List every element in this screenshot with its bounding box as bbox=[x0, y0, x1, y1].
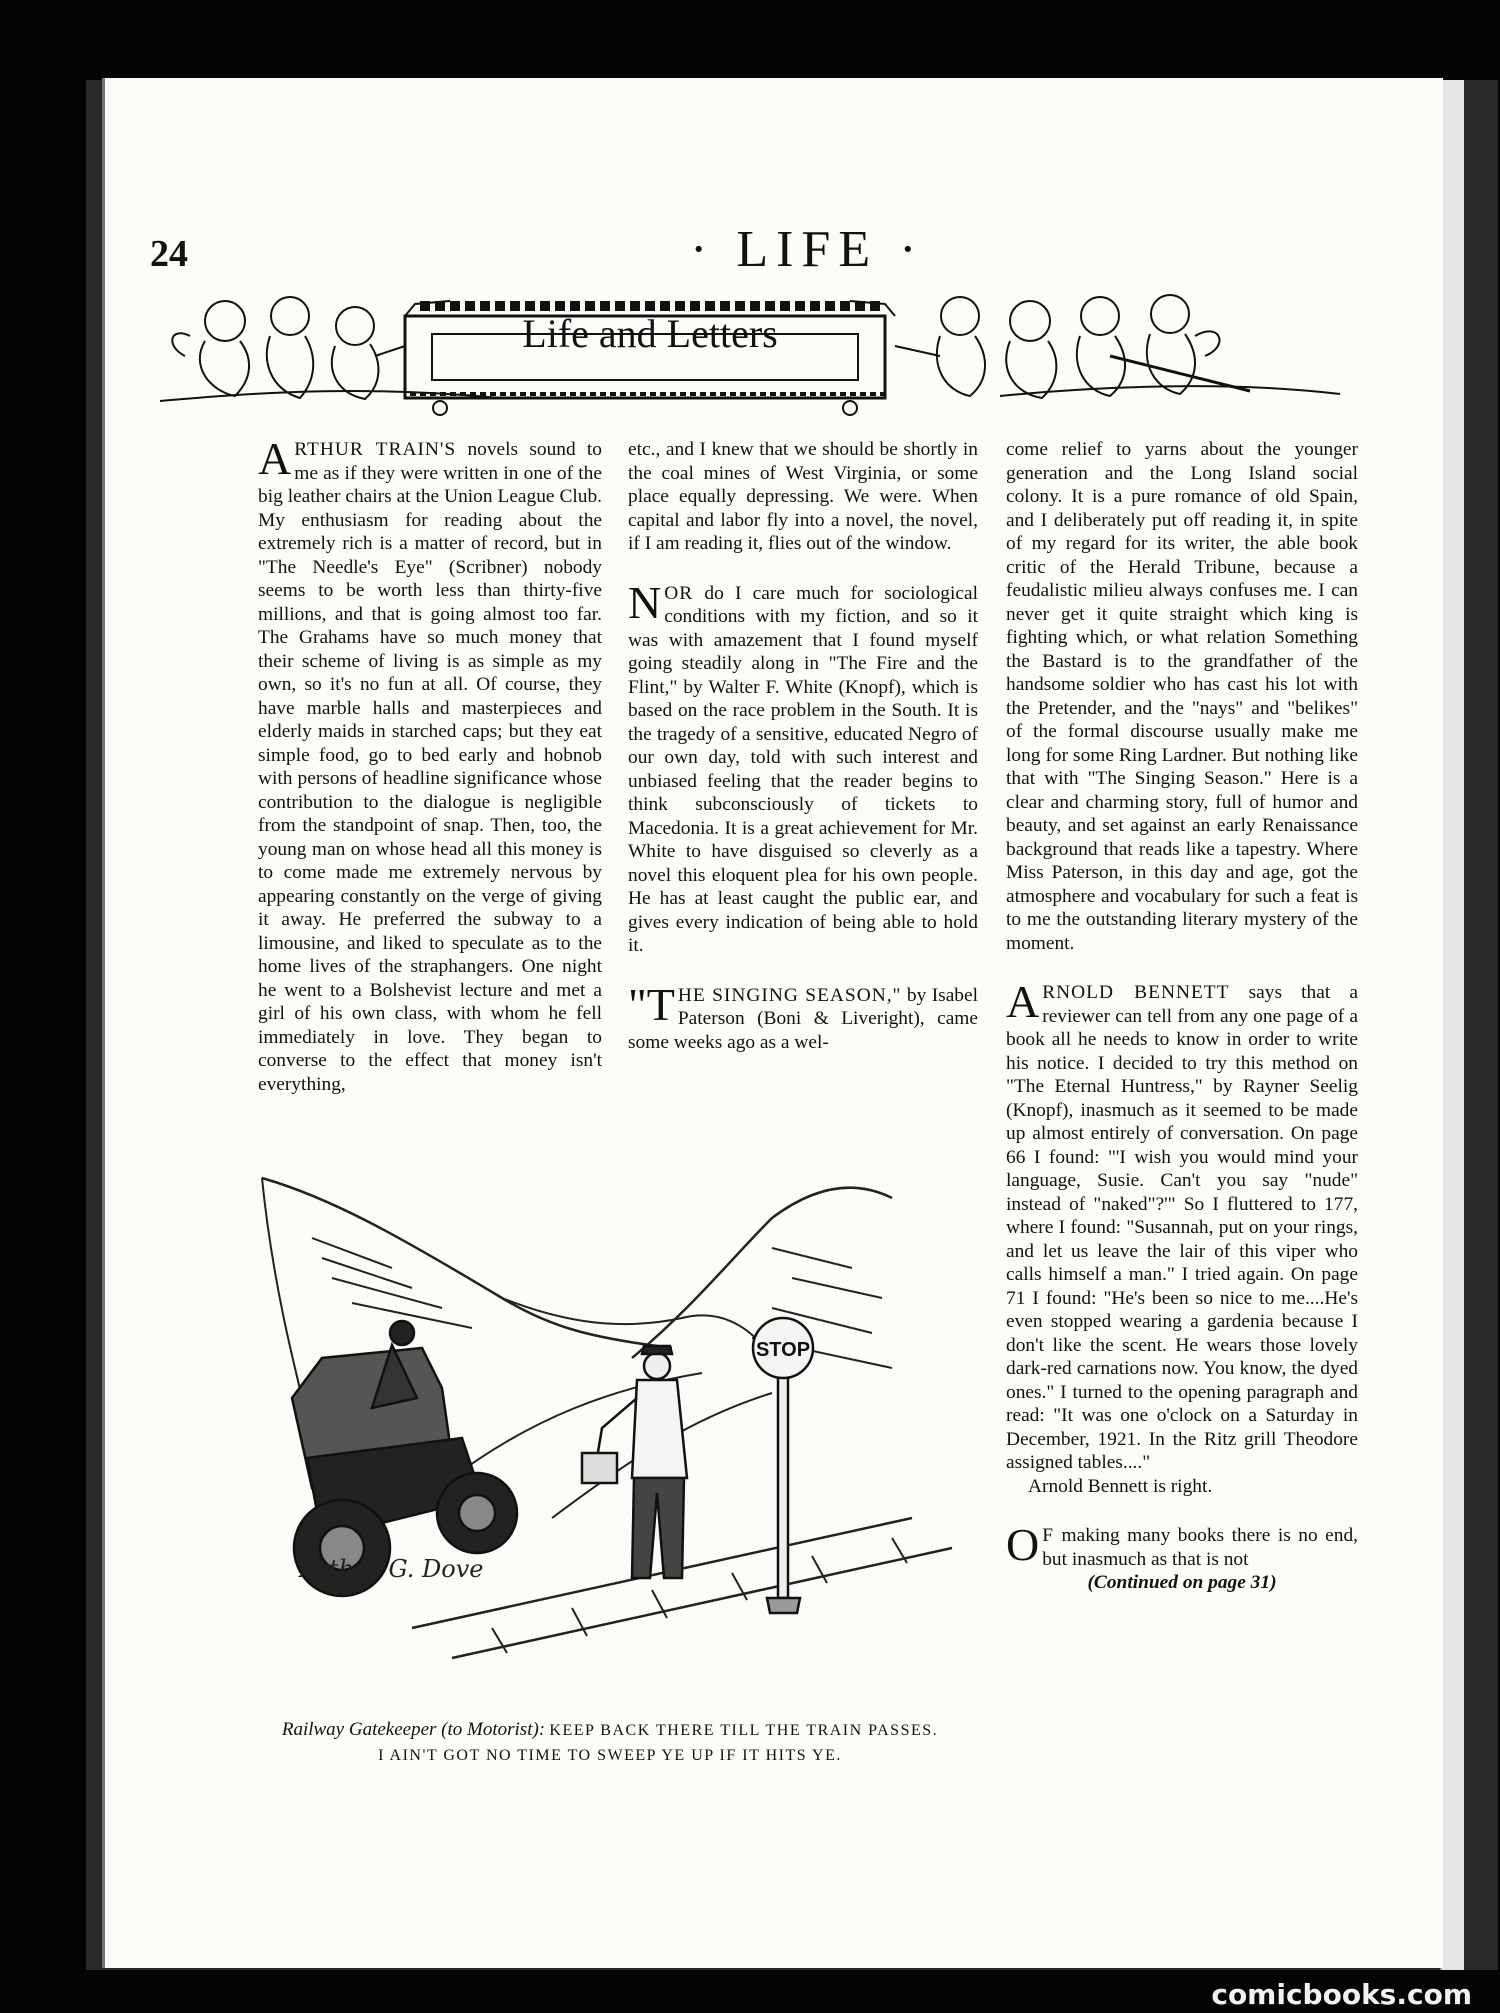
paragraph bbox=[1006, 1475, 1358, 1499]
gatekeeper-figure-icon bbox=[582, 1346, 687, 1578]
lead-in: RTHUR TRAIN'S bbox=[294, 439, 457, 460]
caption-line-2: I AIN'T GOT NO TIME TO SWEEP YE UP IF IT HITS YE. bbox=[378, 1747, 842, 1764]
article-column-2 bbox=[628, 438, 978, 1054]
stop-sign-icon bbox=[753, 1318, 813, 1613]
section-title: Life and Letters bbox=[522, 311, 778, 356]
stop-sign-text: STOP bbox=[755, 1339, 811, 1361]
page-number: 24 bbox=[150, 233, 188, 275]
paragraph-text: making many books there is no end, but inasmuch as that is not bbox=[1042, 1525, 1358, 1570]
drop-cap: A bbox=[258, 433, 292, 484]
paragraph-text: by Isabel Paterson (Boni & Liveright), came some weeks ago as a wel- bbox=[628, 984, 978, 1053]
paragraph-text: etc., and I knew that we should be shortly in the coal mines of West Virginia, or some place equally depressing. We were. When capital and labor fly into a novel, the novel, if I am reading it, flies out of the window. bbox=[628, 439, 978, 554]
paragraph-text: do I care much for sociological conditions with my fiction, and so it was with amazement that I found myself going steadily along in "The Fire and the Flint," by Walter F. White (Knopf), which is based on the race problem in the South. It is the tragedy of a sensitive, educated Negro of our own day, told with such interest and unbiased feeling that the reader begins to think subconsciously of tickets to Macedonia. It is a great achievement for Mr. White to have disguised so cleverly as a novel this eloquent plea for his own people. He has at least caught the public ear, and gives every indication of being able to hold it. bbox=[628, 582, 978, 956]
article-column-3 bbox=[1006, 438, 1358, 1595]
lead-in: RNOLD BENNETT bbox=[1042, 982, 1230, 1003]
article-column-1 bbox=[258, 433, 602, 1096]
drop-cap: O bbox=[1006, 1519, 1040, 1570]
illustration-caption bbox=[240, 1718, 980, 1768]
paragraph bbox=[1006, 438, 1358, 955]
paragraph bbox=[628, 978, 978, 1055]
lead-in: HE SINGING SEASON," bbox=[677, 984, 902, 1006]
paragraph-text: Arnold Bennett is right. bbox=[1028, 1475, 1213, 1497]
continued-note: (Continued on page 31) bbox=[1087, 1572, 1277, 1593]
paragraph bbox=[1006, 1519, 1358, 1571]
masthead-title: · LIFE · bbox=[690, 221, 925, 278]
drop-cap: N bbox=[628, 576, 662, 628]
site-watermark: comicbooks.com bbox=[1211, 1978, 1472, 2011]
paragraph bbox=[1006, 976, 1358, 1475]
lead-in: F bbox=[1042, 1525, 1055, 1546]
caption-line-1: KEEP BACK THERE TILL THE TRAIN PASSES. bbox=[549, 1722, 939, 1739]
artist-signature: Arthur G. Dove bbox=[300, 1555, 484, 1583]
page-edge bbox=[1440, 80, 1464, 1970]
paragraph-text: come relief to yarns about the younger generation and the Long Island social colony. It is a pure romance of old Spain, and I deliberately put off reading it, in spite of my regard for its writer, the able book critic of the Herald Tribune, because a feudalistic milieu always confuses me. I can never get it quite straight which king is fighting which, or what relation Something the Bastard is to the grandfather of the handsome soldier who has cast his lot with the Pretender, and the "nays" and "belikes" of the formal discourse usually make me long for some Ring Lardner. But nothing like that with "The Singing Season." Here is a clear and charming story, full of humor and beauty, and set against an early Renaissance background that reads like a tapestry. Where Miss Paterson, in this day and age, got the atmosphere and vocabulary for such a feat is to me the outstanding literary mystery of the moment. bbox=[1006, 439, 1358, 954]
lead-in: OR bbox=[664, 582, 694, 604]
paragraph-text: says that a reviewer can tell from any one page of a book all he needs to know in order to write his notice. I decided to try this method on "The Eternal Huntress," by Rayner Seelig (Knopf), inasmuch as it seemed to be made up almost entirely of conversation. On page 66 I found: "'I wish you would mind your language, Susie. Can't you say "nude" instead of "naked"?'" So I fluttered to 177, where I found: "Susannah, put on your rings, and let us leave the lair of this viper who calls himself a man." I tried again. On page 71 I found: "He's been so nice to me....He's even stopped wearing a gardenia because I don't like the scent. He wears those lovely dark-red carnations now. You know, the dyed ones." I turned to the opening paragraph and read: "It was one o'clock on a Saturday in December, 1921. In the Ritz grill Theodore assigned tables...." bbox=[1006, 982, 1358, 1473]
motorist-gatekeeper-illustration bbox=[252, 1158, 972, 1698]
caption-speaker: Railway Gatekeeper (to Motorist): bbox=[281, 1719, 546, 1740]
paragraph bbox=[628, 438, 978, 556]
paragraph-text: novels sound to me as if they were written in one of the big leather chairs at the Union League Club. My enthusiasm for reading about the extremely rich is a matter of record, but in "The Needle's Eye" (Scribner) nobody seems to be worth less than thirty-five millions, and that is going almost too far. The Grahams have so much money that their scheme of living is as simple as my own, so it's no fun at all. Of course, they have marble halls and masterpieces and elderly maids in starched caps; but they eat simple food, go to bed early and hobnob with persons of headline significance whose contribution to the dialogue is negligible from the standpoint of snap. Then, too, the young man on whose head all this money is to come made me extremely nervous by appearing constantly on the verge of giving it away. He preferred the subway to a limousine, and liked to speculate as to the home lives of the straphangers. One night he went to a Bolshevist lecture and met a girl of his own class, with whom he fell immediately in love. They began to converse to the effect that money isn't everything, bbox=[258, 439, 602, 1095]
paragraph bbox=[628, 576, 978, 958]
drop-cap: A bbox=[1006, 976, 1040, 1027]
drop-cap: "T bbox=[628, 978, 675, 1030]
paragraph bbox=[258, 433, 602, 1096]
